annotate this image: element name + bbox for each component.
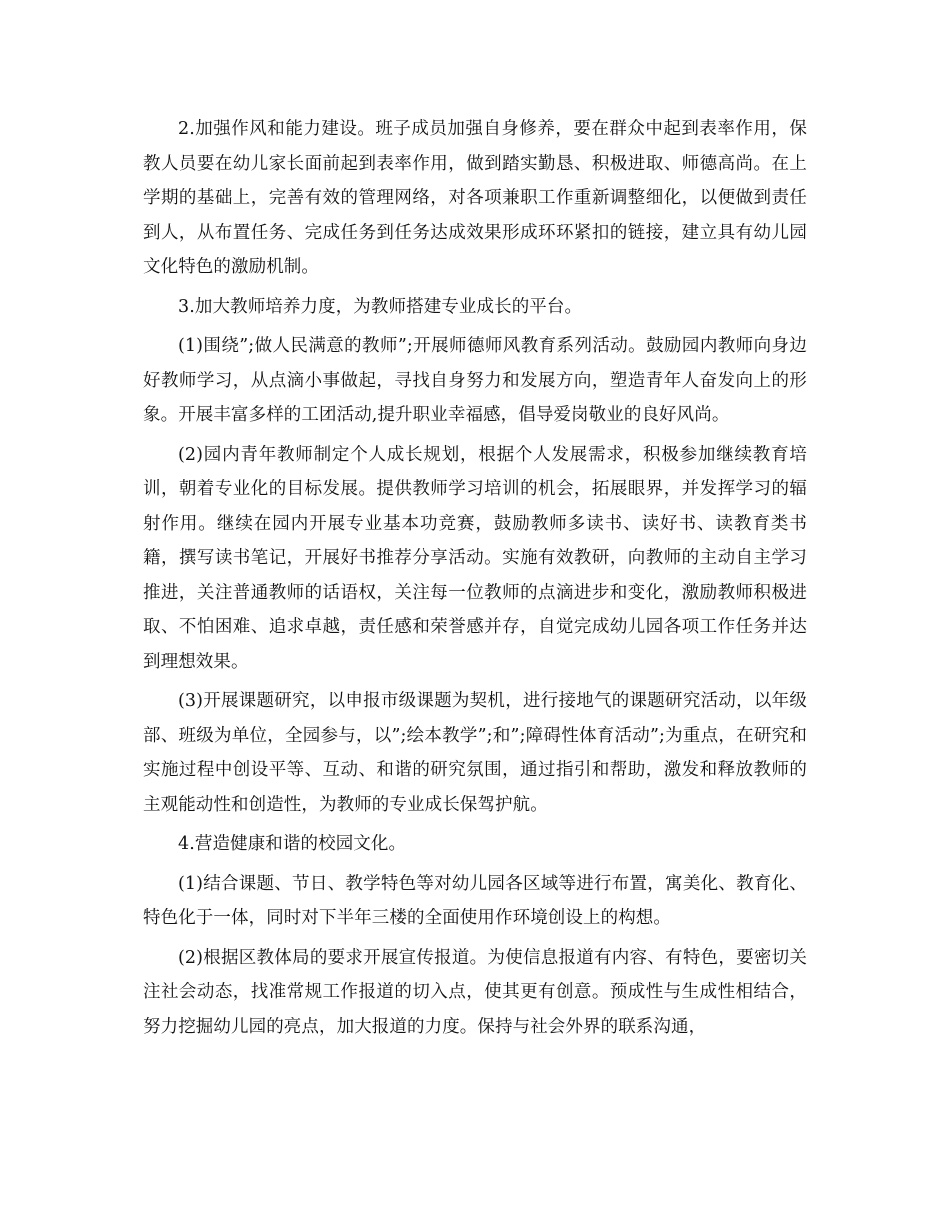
paragraph-research-project: (3)开展课题研究，以申报市级课题为契机，进行接地气的课题研究活动，以年级部、班级为单位，全园参与，以”;绘本教学”;和”;障碍性体育活动”;为重点，在研究和实施过程中创设平等、互动、和谐的研究氛围，通过指引和帮助，激发和释放教师的主观能动性和创造性，为教师的专业成长保驾护航。 — [143, 691, 807, 815]
paragraph-leadership-style: 2.加强作风和能力建设。班子成员加强自身修养，要在群众中起到表率作用，保教人员要在幼儿家长面前起到表率作用，做到踏实勤恳、积极进取、师德高尚。在上学期的基础上，完善有效的管理网络，对各项兼职工作重新调整细化，以便做到责任到人，从布置任务、完成任务到任务达成效果形成环环紧扣的链接，建立具有幼儿园文化特色的激励机制。 — [143, 119, 807, 277]
paragraph-teacher-training-heading: 3.加大教师培养力度，为教师搭建专业成长的平台。 — [178, 296, 583, 317]
paragraph-teacher-ethics: (1)围绕”;做人民满意的教师”;开展师德师风教育系列活动。鼓励园内教师向身边好教师学习，从点滴小事做起，寻找自身努力和发展方向，塑造青年人奋发向上的形象。开展丰富多样的工团活动,提升职业幸福感，倡导爱岗敬业的良好风尚。 — [143, 336, 807, 425]
paragraph-young-teacher-growth: (2)园内青年教师制定个人成长规划，根据个人发展需求，积极参加继续教育培训，朝着专业化的目标发展。提供教师学习培训的机会，拓展眼界，并发挥学习的辐射作用。继续在园内开展专业基本功竞赛，鼓励教师多读书、读好书、读教育类书籍，撰写读书笔记，开展好书推荐分享活动。实施有效教研，向教师的主动自主学习推进，关注普通教师的话语权，关注每一位教师的点滴进步和变化，激励教师积极进取、不怕困难、追求卓越，责任感和荣誉感并存，自觉完成幼儿园各项工作任务并达到理想效果。 — [143, 444, 807, 672]
document-page — [143, 112, 807, 1049]
paragraph-publicity-reporting: (2)根据区教体局的要求开展宣传报道。为使信息报道有内容、有特色，要密切关注社会动态，找准常规工作报道的切入点，使其更有创意。预成性与生成性相结合，努力挖掘幼儿园的亮点，加大报道的力度。保持与社会外界的联系沟通， — [143, 947, 807, 1037]
paragraph-campus-culture-heading: 4.营造健康和谐的校园文化。 — [178, 834, 407, 854]
paragraph-environment-decoration: (1)结合课题、节日、教学特色等对幼儿园各区域等进行布置，寓美化、教育化、特色化于一体，同时对下半年三楼的全面使用作环境创设上的构想。 — [143, 873, 807, 928]
